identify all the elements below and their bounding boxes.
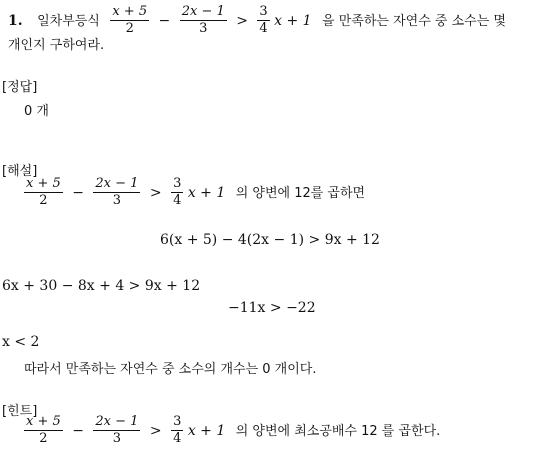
answer-value: 0 개 xyxy=(24,104,49,119)
problem-tail: 을 만족하는 자연수 중 소수는 몇 xyxy=(322,13,506,29)
problem-fraction-1: $\frac{x + 5}{2}$ xyxy=(112,4,148,37)
solution-ineq-text: 의 양변에 12를 곱하면 xyxy=(235,185,366,201)
problem-term: x + 1 xyxy=(274,12,312,29)
hint-fraction-1: $\frac{x + 5}{2}$ xyxy=(26,414,61,447)
solution-equation-4: x < 2 xyxy=(2,334,40,350)
hint-inequality: $\frac{x + 5}{2}$ − $\frac{2x - 1}{3}$ > $\frac{3}{4}$ x + 1 의 양변에 최소공배수 12 를 곱한다. xyxy=(26,414,441,447)
minus-sign: − xyxy=(158,12,171,29)
problem-number: 1. xyxy=(8,12,23,29)
hint-fraction-2: $\frac{2x - 1}{3}$ xyxy=(95,414,139,447)
greater-than-sign: > xyxy=(236,12,248,29)
answer-label: [정답] xyxy=(2,80,38,95)
hint-fraction-3: $\frac{3}{4}$ xyxy=(173,414,182,447)
problem-line-1 xyxy=(8,4,506,38)
solution-equation-2: 6x + 30 − 8x + 4 > 9x + 12 xyxy=(2,278,201,294)
solution-equation-1: 6(x + 5) − 4(2x − 1) > 9x + 12 xyxy=(160,232,380,248)
solution-label: [해설] xyxy=(2,164,38,179)
problem-fraction-3: $\frac{3}{4}$ xyxy=(259,4,268,37)
problem-line-2: 개인지 구하여라. xyxy=(8,38,105,53)
hint-label: [힌트] xyxy=(2,404,38,419)
solution-inequality: $\frac{x + 5}{2}$ − $\frac{2x - 1}{3}$ > $\frac{3}{4}$ x + 1 의 양변에 12를 곱하면 xyxy=(26,176,366,209)
hint-text: 의 양변에 최소공배수 12 를 곱한다. xyxy=(235,423,441,439)
solution-equation-3: −11x > −22 xyxy=(228,300,316,316)
problem-lead: 일차부등식 xyxy=(37,13,100,29)
solution-fraction-2: $\frac{2x - 1}{3}$ xyxy=(95,176,139,209)
problem-fraction-2: $\frac{2x - 1}{3}$ xyxy=(181,4,225,37)
solution-fraction-1: $\frac{x + 5}{2}$ xyxy=(26,176,61,209)
solution-fraction-3: $\frac{3}{4}$ xyxy=(173,176,182,209)
solution-conclusion: 따라서 만족하는 자연수 중 소수의 개수는 0 개이다. xyxy=(24,362,317,377)
